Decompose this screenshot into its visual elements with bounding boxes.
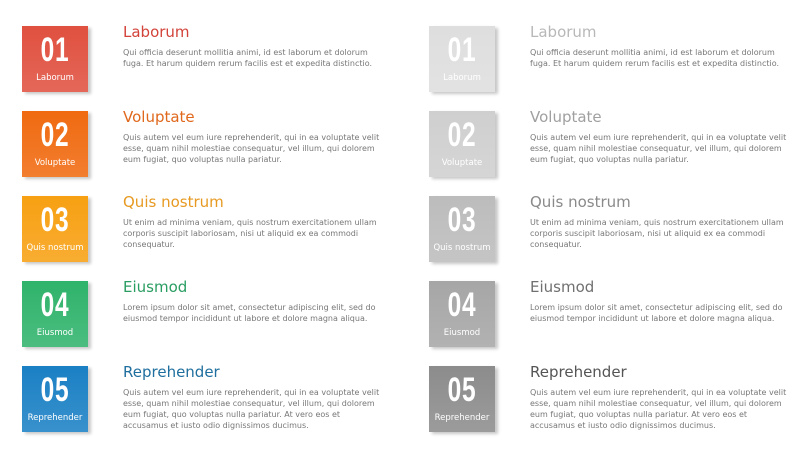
box-label: Reprehender [434,413,490,423]
step-title: Quis nostrum [123,193,224,211]
step-title: Voluptate [123,108,195,126]
step-title: Reprehender [123,363,220,381]
step-description: Quis autem vel eum iure reprehenderit, qui in ea voluptate velit esse, quam nihil molestiae consequatur, vel illum, qui dolorem eum fugiat, quo voluptas nulla pariatur. [123,133,380,164]
number-box [22,281,88,347]
step-description: Qui officia deserunt mollitia animi, id est laborum et dolorum fuga. Et harum quidem rerum facilis est et expedita distinctio. [123,48,373,68]
right-column-item [429,23,799,96]
step-description: Lorem ipsum dolor sit amet, consectetur adipiscing elit, sed do eiusmod tempor incididunt ut labore et dolore magna aliqua. [123,303,376,323]
left-column-item [22,278,392,351]
box-label: Laborum [36,73,74,83]
box-label: Voluptate [441,158,483,168]
right-column-item [429,193,799,266]
step-title: Reprehender [530,363,627,381]
step-title: Eiusmod [530,278,595,296]
number-box [22,111,88,177]
box-label: Eiusmod [443,328,481,338]
step-description: Quis autem vel eum iure reprehenderit, qui in ea voluptate velit esse, quam nihil molestiae consequatur, vel illum, qui dolorem eum fugiat, quo voluptas nulla pariatur. At vero eos et accusamus et iusto odio dignissimos ducimus. [530,388,787,430]
box-label: Laborum [443,73,481,83]
number-box [429,196,495,262]
step-number: 04 [40,286,70,324]
number-box [429,366,495,432]
number-box [22,366,88,432]
step-number: 01 [40,31,70,69]
left-column-item [22,23,392,96]
box-label: Quis nostrum [433,243,491,253]
step-number: 03 [447,201,477,239]
step-description: Ut enim ad minima veniam, quis nostrum exercitationem ullam corporis suscipit laboriosam, nisi ut aliquid ex ea commodi consequatur. [530,218,784,249]
step-title: Laborum [530,23,597,41]
number-box [429,281,495,347]
left-column-item [22,193,392,266]
step-number: 03 [40,201,70,239]
number-box [429,111,495,177]
step-number: 05 [447,371,477,409]
number-box [22,26,88,92]
number-box [22,196,88,262]
step-description: Quis autem vel eum iure reprehenderit, qui in ea voluptate velit esse, quam nihil molestiae consequatur, vel illum, qui dolorem eum fugiat, quo voluptas nulla pariatur. At vero eos et accusamus et iusto odio dignissimos ducimus. [123,388,380,430]
step-description: Ut enim ad minima veniam, quis nostrum exercitationem ullam corporis suscipit laboriosam, nisi ut aliquid ex ea commodi consequatur. [123,218,377,249]
step-number: 01 [447,31,477,69]
left-column-item [22,363,392,436]
right-column-item [429,278,799,351]
right-column-item [429,108,799,181]
box-label: Quis nostrum [26,243,84,253]
number-box [429,26,495,92]
step-title: Voluptate [530,108,602,126]
step-description: Quis autem vel eum iure reprehenderit, qui in ea voluptate velit esse, quam nihil molestiae consequatur, vel illum, qui dolorem eum fugiat, quo voluptas nulla pariatur. [530,133,787,164]
box-label: Reprehender [27,413,83,423]
left-column-item [22,108,392,181]
step-title: Eiusmod [123,278,188,296]
box-label: Voluptate [34,158,76,168]
step-number: 02 [447,116,477,154]
step-number: 04 [447,286,477,324]
step-description: Lorem ipsum dolor sit amet, consectetur adipiscing elit, sed do eiusmod tempor incididunt ut labore et dolore magna aliqua. [530,303,783,323]
box-label: Eiusmod [36,328,74,338]
right-column-item [429,363,799,436]
step-title: Laborum [123,23,190,41]
step-number: 05 [40,371,70,409]
step-number: 02 [40,116,70,154]
step-description: Qui officia deserunt mollitia animi, id est laborum et dolorum fuga. Et harum quidem rerum facilis est et expedita distinctio. [530,48,780,68]
step-title: Quis nostrum [530,193,631,211]
